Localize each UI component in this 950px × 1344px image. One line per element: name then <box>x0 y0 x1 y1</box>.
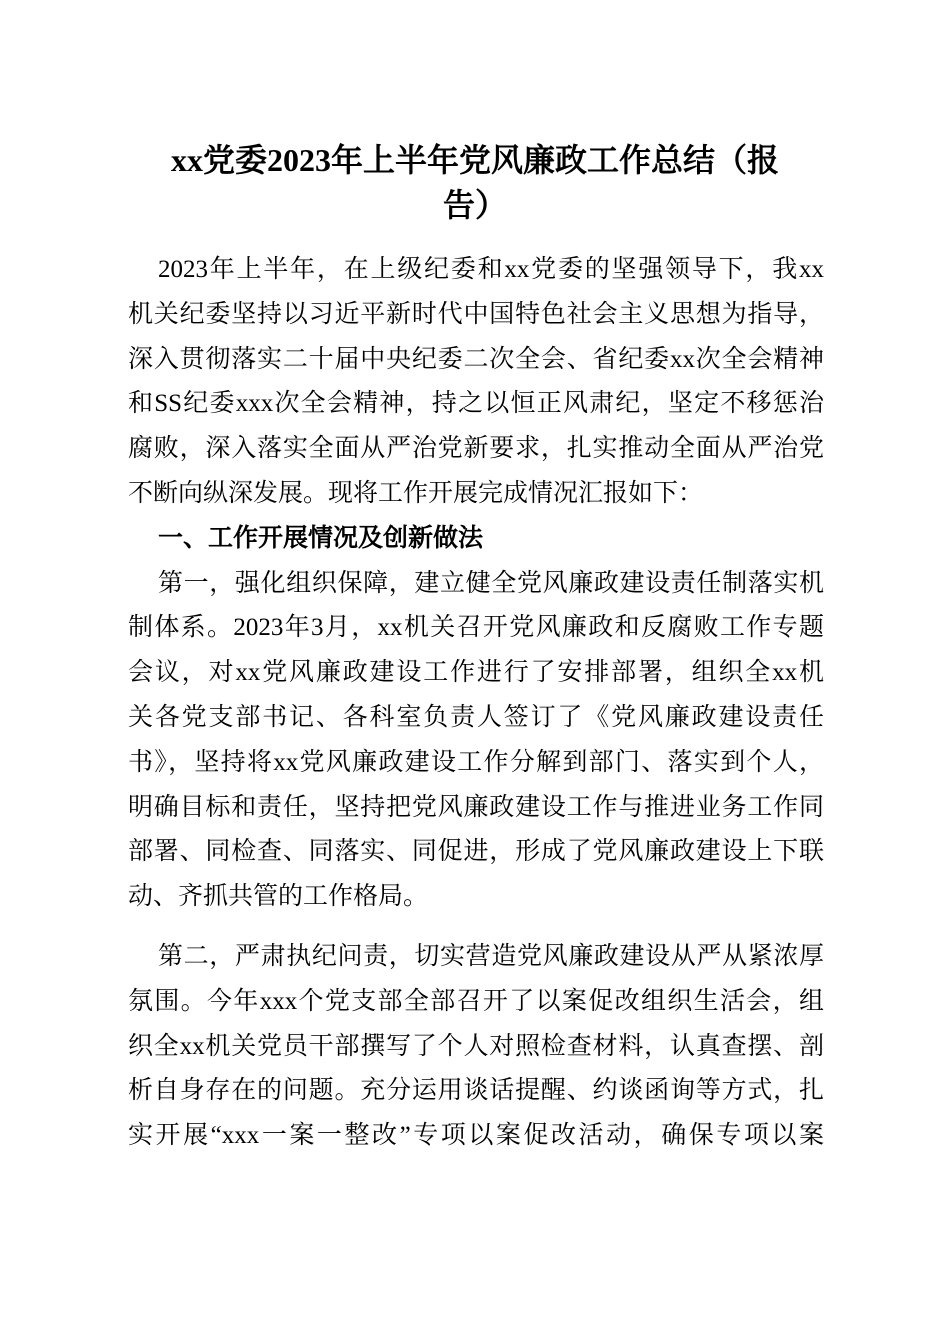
text-line: 腐败，深入落实全面从严治党新要求，扎实推动全面从严治党 <box>128 435 824 463</box>
text-line: 和SS纪委xxx次全会精神，持之以恒正风肃纪，坚定不移惩治 <box>128 390 824 418</box>
paragraph-intro <box>128 248 824 517</box>
document-title <box>110 138 840 228</box>
text-line: 实开展“xxx一案一整改”专项以案促改活动，确保专项以案 <box>128 1122 824 1150</box>
text-line: 动、齐抓共管的工作格局。 <box>128 883 429 911</box>
text-line: 氛围。今年xxx个党支部全部召开了以案促改组织生活会，组 <box>128 987 824 1015</box>
paragraph-second <box>128 935 824 1159</box>
text-line: 会议，对xx党风廉政建设工作进行了安排部署，组织全xx机 <box>128 659 824 687</box>
text-line: 机关纪委坚持以习近平新时代中国特色社会主义思想为指导， <box>128 300 824 328</box>
text-line: 书》，坚持将xx党风廉政建设工作分解到部门、落实到个人， <box>128 748 824 776</box>
text-line: 第一，强化组织保障，建立健全党风廉政建设责任制落实机 <box>158 569 824 597</box>
section-heading: 一、工作开展情况及创新做法 <box>158 524 484 552</box>
text-line: 析自身存在的问题。充分运用谈话提醒、约谈函询等方式，扎 <box>128 1077 824 1105</box>
title-line: xx党委2023年上半年党风廉政工作总结（报 <box>170 142 779 178</box>
paragraph-first <box>128 562 824 920</box>
text-line: 织全xx机关党员干部撰写了个人对照检查材料，认真查摆、剖 <box>128 1032 824 1060</box>
text-line: 深入贯彻落实二十届中央纪委二次全会、省纪委xx次全会精神 <box>128 345 824 373</box>
text-line: 制体系。2023年3月，xx机关召开党风廉政和反腐败工作专题 <box>128 614 824 642</box>
text-line: 部署、同检查、同落实、同促进，形成了党风廉政建设上下联 <box>128 838 824 866</box>
text-line: 不断向纵深发展。现将工作开展完成情况汇报如下： <box>128 479 704 507</box>
text-line: 关各党支部书记、各科室负责人签订了《党风廉政建设责任 <box>128 703 824 731</box>
text-line: 第二，严肃执纪问责，切实营造党风廉政建设从严从紧浓厚 <box>158 942 824 970</box>
document-body <box>128 248 824 1159</box>
title-line: 告） <box>442 187 507 223</box>
text-line: 明确目标和责任，坚持把党风廉政建设工作与推进业务工作同 <box>128 793 824 821</box>
text-line: 2023年上半年，在上级纪委和xx党委的坚强领导下，我xx <box>158 256 824 283</box>
